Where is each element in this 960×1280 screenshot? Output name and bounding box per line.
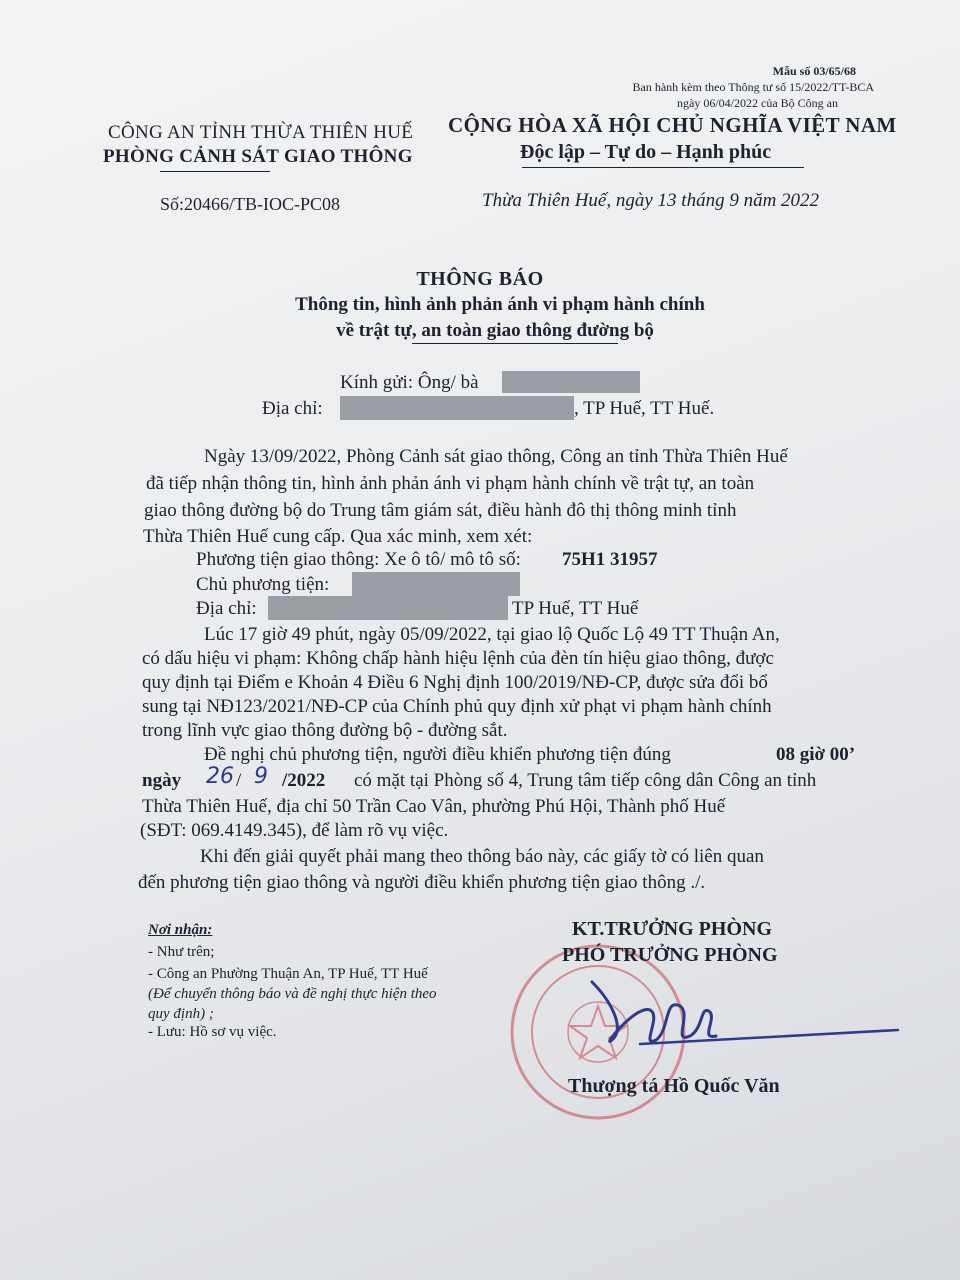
vehicle-label: Phương tiện giao thông: Xe ô tô/ mô tô số: [196, 549, 521, 570]
document-subtitle-2: về trật tự, an toàn giao thông đường bộ [336, 320, 654, 341]
agency-department: PHÒNG CẢNH SÁT GIAO THÔNG [103, 146, 413, 167]
appointment-day-label: ngày [142, 770, 182, 791]
form-issued-line2: ngày 06/04/2022 của Bộ Công an [677, 96, 838, 110]
receivers-heading: Nơi nhận: [148, 922, 213, 938]
body-p2-line2: có dấu hiệu vi phạm: Không chấp hành hiệu lệnh của đèn tín hiệu giao thông, được [142, 648, 774, 669]
recipient-label: Kính gửi: Ông/ bà [340, 372, 479, 393]
receiver-2-note-line1: (Để chuyển thông báo và đề nghị thực hiện theo [148, 986, 437, 1002]
handwritten-month: 9 [254, 764, 268, 789]
body-p4-line2: đến phương tiện giao thông và người điều khiển phương tiện giao thông ./. [138, 872, 706, 893]
date-slash: / [236, 770, 242, 791]
signer-name: Thượng tá Hồ Quốc Văn [568, 1075, 780, 1097]
body-p3-line1: Đề nghị chủ phương tiện, người điều khiển phương tiện đúng [204, 744, 671, 765]
place-date: Thừa Thiên Huế, ngày 13 tháng 9 năm 2022 [482, 190, 820, 211]
body-p3-line4: (SĐT: 069.4149.345), để làm rõ vụ việc. [140, 820, 449, 841]
form-number: Mẫu số 03/65/68 [772, 64, 856, 78]
owner-address-label: Địa chỉ: [196, 598, 257, 619]
signature-title-1: KT.TRƯỞNG PHÒNG [572, 918, 772, 940]
receiver-archive: - Lưu: Hồ sơ vụ việc. [148, 1024, 277, 1040]
recipient-address-tail: , TP Huế, TT Huế. [574, 398, 715, 419]
agency-name: CÔNG AN TỈNH THỪA THIÊN HUẾ [108, 122, 414, 143]
body-p2-line4: sung tại NĐ123/2021/NĐ-CP của Chính phủ quy định xử phạt vi phạm hành chính [142, 696, 772, 717]
receiver-2: - Công an Phường Thuận An, TP Huế, TT Huế [148, 966, 428, 982]
body-p3-line2-tail: có mặt tại Phòng số 4, Trung tâm tiếp công dân Công an tỉnh [354, 770, 817, 791]
document-subtitle-1: Thông tin, hình ảnh phản ánh vi phạm hành chính [295, 294, 705, 315]
document-number: Số:20466/TB-IOC-PC08 [160, 194, 341, 214]
vehicle-plate: 75H1 31957 [562, 549, 658, 570]
owner-label: Chủ phương tiện: [196, 574, 330, 595]
body-p1-line3: giao thông đường bộ do Trung tâm giám sát, điều hành đô thị thông minh tỉnh [144, 500, 737, 521]
body-p1-line2: đã tiếp nhận thông tin, hình ảnh phản ánh vi phạm hành chính về trật tự, an toàn [146, 473, 755, 494]
body-p1-line4: Thừa Thiên Huế cung cấp. Qua xác minh, xem xét: [143, 526, 533, 547]
body-p3-line3: Thừa Thiên Huế, địa chỉ 50 Trần Cao Vân, phường Phú Hội, Thành phố Huế [142, 796, 726, 817]
appointment-year: /2022 [282, 770, 326, 791]
body-p1-line1: Ngày 13/09/2022, Phòng Cảnh sát giao thông, Công an tỉnh Thừa Thiên Huế [204, 446, 788, 467]
appointment-time: 08 giờ 00’ [776, 744, 856, 765]
body-p2-line1: Lúc 17 giờ 49 phút, ngày 05/09/2022, tại giao lộ Quốc Lộ 49 TT Thuận An, [204, 624, 780, 645]
body-p2-line3: quy định tại Điểm e Khoản 4 Điều 6 Nghị định 100/2019/NĐ-CP, được sửa đổi bổ [142, 672, 768, 693]
nation-name: CỘNG HÒA XÃ HỘI CHỦ NGHĨA VIỆT NAM [448, 113, 897, 137]
receiver-2-note-line2: quy định) ; [148, 1006, 214, 1022]
receiver-1: - Như trên; [148, 944, 215, 960]
signature-title-2: PHÓ TRƯỞNG PHÒNG [562, 944, 778, 966]
body-p4-line1: Khi đến giải quyết phải mang theo thông báo này, các giấy tờ có liên quan [200, 846, 764, 867]
document-title: THÔNG BÁO [416, 268, 544, 290]
owner-address-tail: TP Huế, TT Huế [512, 598, 639, 619]
nation-motto: Độc lập – Tự do – Hạnh phúc [520, 141, 772, 163]
handwritten-day: 26 [206, 764, 234, 789]
body-p2-line5: trong lĩnh vực giao thông đường bộ - đường sắt. [142, 720, 508, 741]
form-issued-line1: Ban hành kèm theo Thông tư số 15/2022/TT-BCA [632, 80, 874, 94]
recipient-address-label: Địa chỉ: [262, 398, 323, 419]
